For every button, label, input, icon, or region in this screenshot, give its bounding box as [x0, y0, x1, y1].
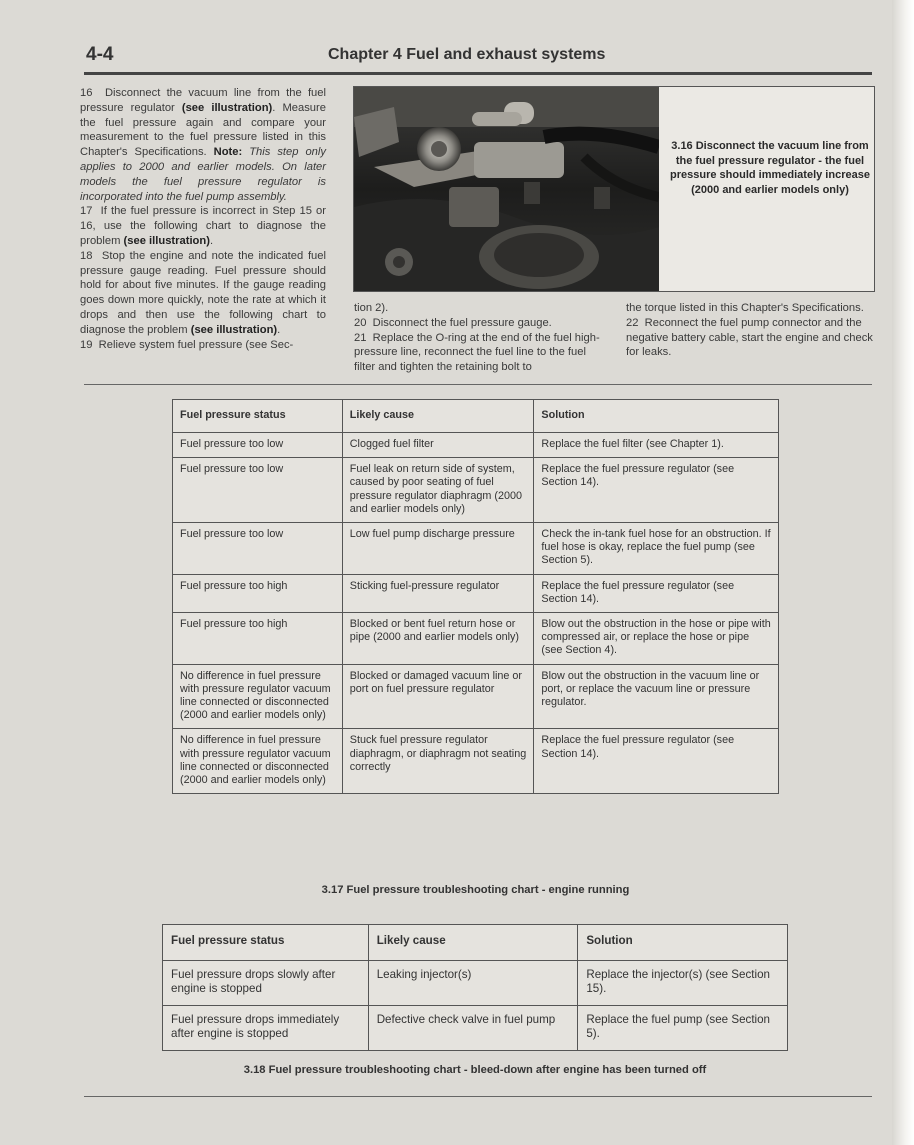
text-run: If the fuel pressure is incorrect in Step 15 or 16, use the following chart to diagnose the problem [80, 205, 326, 247]
table-cell: Replace the injector(s) (see Section 15). [578, 961, 788, 1006]
engine-photo [354, 87, 659, 291]
column-header: Fuel pressure status [173, 400, 343, 433]
chapter-title: Chapter 4 Fuel and exhaust systems [328, 46, 606, 63]
page-number: 4-4 [86, 44, 114, 65]
table-cell: Replace the fuel pump (see Section 5). [578, 1005, 788, 1050]
table-cell: Leaking injector(s) [368, 961, 578, 1006]
footer-rule [84, 1096, 872, 1097]
text-run: Stop the engine and note the indicated fuel pressure gauge reading. Fuel pressure should hold for about five minutes. If the gauge reading goes down more quickly, note the rate at which it drops and then use the following chart to diagnose the problem [80, 249, 326, 336]
table-cell: Replace the fuel pressure regulator (see Section 14). [534, 458, 779, 523]
step-number: 20 [354, 316, 373, 329]
text-run: (see illustration) [123, 234, 210, 247]
table-cell: Fuel pressure too high [173, 574, 343, 612]
troubleshooting-table-bleed-down [162, 924, 788, 1051]
paragraph [80, 86, 326, 204]
step-number: 17 [80, 205, 101, 218]
column-header: Likely cause [368, 925, 578, 961]
table-row [173, 729, 779, 794]
table-cell: Fuel leak on return side of system, caused by poor seating of fuel pressure regulator diaphragm (2000 and earlier models only) [342, 458, 534, 523]
table-caption: 3.18 Fuel pressure troubleshooting chart - bleed-down after engine has been turned off [243, 1064, 707, 1076]
header-rule [84, 72, 872, 75]
text-column-right [626, 301, 876, 360]
table-cell: Fuel pressure too low [173, 523, 343, 575]
table-cell: No difference in fuel pressure with pressure regulator vacuum line connected or disconnected (2000 and earlier models only) [173, 729, 343, 794]
table-cell: Blow out the obstruction in the vacuum line or port, or replace the vacuum line or pressure regulator. [534, 664, 779, 729]
column-header: Likely cause [342, 400, 534, 433]
table-cell: Replace the fuel pressure regulator (see Section 14). [534, 729, 779, 794]
table-cell: Replace the fuel pressure regulator (see Section 14). [534, 574, 779, 612]
table-cell: Sticking fuel-pressure regulator [342, 574, 534, 612]
step-number: 19 [80, 338, 99, 351]
step-number: 21 [354, 331, 373, 344]
table-cell: Blocked or damaged vacuum line or port on fuel pressure regulator [342, 664, 534, 729]
text-run: Replace the O-ring at the end of the fuel high-pressure line, reconnect the fuel line to the fuel filter and tighten the retaining bolt to [354, 331, 600, 374]
step-number: 22 [626, 316, 645, 329]
text-column-middle [354, 301, 604, 375]
table-header-row [163, 925, 788, 961]
table-cell: Low fuel pump discharge pressure [342, 523, 534, 575]
step-number: 16 [80, 87, 105, 99]
troubleshooting-table-engine-running [172, 399, 779, 794]
text-run: Relieve system fuel pressure (see Sec- [98, 338, 294, 351]
column-header: Fuel pressure status [163, 925, 369, 961]
text-run: This step only applies to 2000 and earlier models. On later models the fuel pressure regulator is incorporated into the fuel pump assembly. [80, 146, 326, 203]
text-column-left [80, 86, 326, 352]
table-cell: Fuel pressure drops immediately after engine is stopped [163, 1005, 369, 1050]
table-cell: Defective check valve in fuel pump [368, 1005, 578, 1050]
paragraph [354, 331, 604, 375]
table-cell: Fuel pressure too low [173, 458, 343, 523]
text-run: the torque listed in this Chapter's Specifications. [626, 302, 864, 314]
text-run: (see illustration) [181, 101, 273, 114]
column-header: Solution [534, 400, 779, 433]
page-edge [892, 0, 914, 1145]
paragraph [80, 204, 326, 248]
text-run: Disconnect the vacuum line from the fuel pressure regulator [80, 87, 326, 114]
table-row [173, 664, 779, 729]
text-run: (see illustration) [190, 323, 278, 336]
paragraph [354, 316, 604, 331]
table-cell: Fuel pressure too high [173, 613, 343, 665]
table-cell: Blow out the obstruction in the hose or pipe with compressed air, or replace the hose or pipe (see Section 4). [534, 613, 779, 665]
step-number: 18 [80, 249, 102, 262]
table-cell: Replace the fuel filter (see Chapter 1). [534, 433, 779, 458]
table-cell: Fuel pressure drops slowly after engine is stopped [163, 961, 369, 1006]
paragraph [354, 301, 604, 316]
text-run: Disconnect the fuel pressure gauge. [372, 316, 552, 329]
table-row [173, 458, 779, 523]
text-run: Reconnect the fuel pump connector and the negative battery cable, start the engine and check for leaks. [626, 316, 873, 359]
table-cell: Check the in-tank fuel hose for an obstruction. If fuel hose is okay, replace the fuel pump (see Section 5). [534, 523, 779, 575]
table-cell: Stuck fuel pressure regulator diaphragm, or diaphragm not seating correctly [342, 729, 534, 794]
text-run: . Measure the fuel pressure again and compare your measurement to the fuel pressure listed in this Chapter's Specifications. [80, 101, 326, 159]
paragraph [80, 249, 326, 338]
figure-caption: 3.16 Disconnect the vacuum line from the fuel pressure regulator - the fuel pressure should immediately increase (2000 and earlier models only) [670, 140, 870, 196]
section-divider [84, 384, 872, 385]
table-cell: No difference in fuel pressure with pressure regulator vacuum line connected or disconnected (2000 and earlier models only) [173, 664, 343, 729]
text-run: tion 2). [354, 302, 389, 314]
table-row [163, 1005, 788, 1050]
text-run: . [277, 323, 281, 336]
column-header: Solution [578, 925, 788, 961]
paragraph [80, 338, 326, 353]
figure-3-16 [353, 86, 875, 292]
table-cell: Fuel pressure too low [173, 433, 343, 458]
table-cell: Blocked or bent fuel return hose or pipe (2000 and earlier models only) [342, 613, 534, 665]
text-run: . [209, 234, 214, 247]
table-row [163, 961, 788, 1006]
table-row [173, 613, 779, 665]
paragraph [626, 301, 876, 316]
table-row [173, 433, 779, 458]
paragraph [626, 316, 876, 360]
table-header-row [173, 400, 779, 433]
table-row [173, 523, 779, 575]
text-run: Note: [213, 146, 243, 159]
table-row [173, 574, 779, 612]
table-caption: 3.17 Fuel pressure troubleshooting chart - engine running [321, 884, 630, 896]
table-cell: Clogged fuel filter [342, 433, 534, 458]
